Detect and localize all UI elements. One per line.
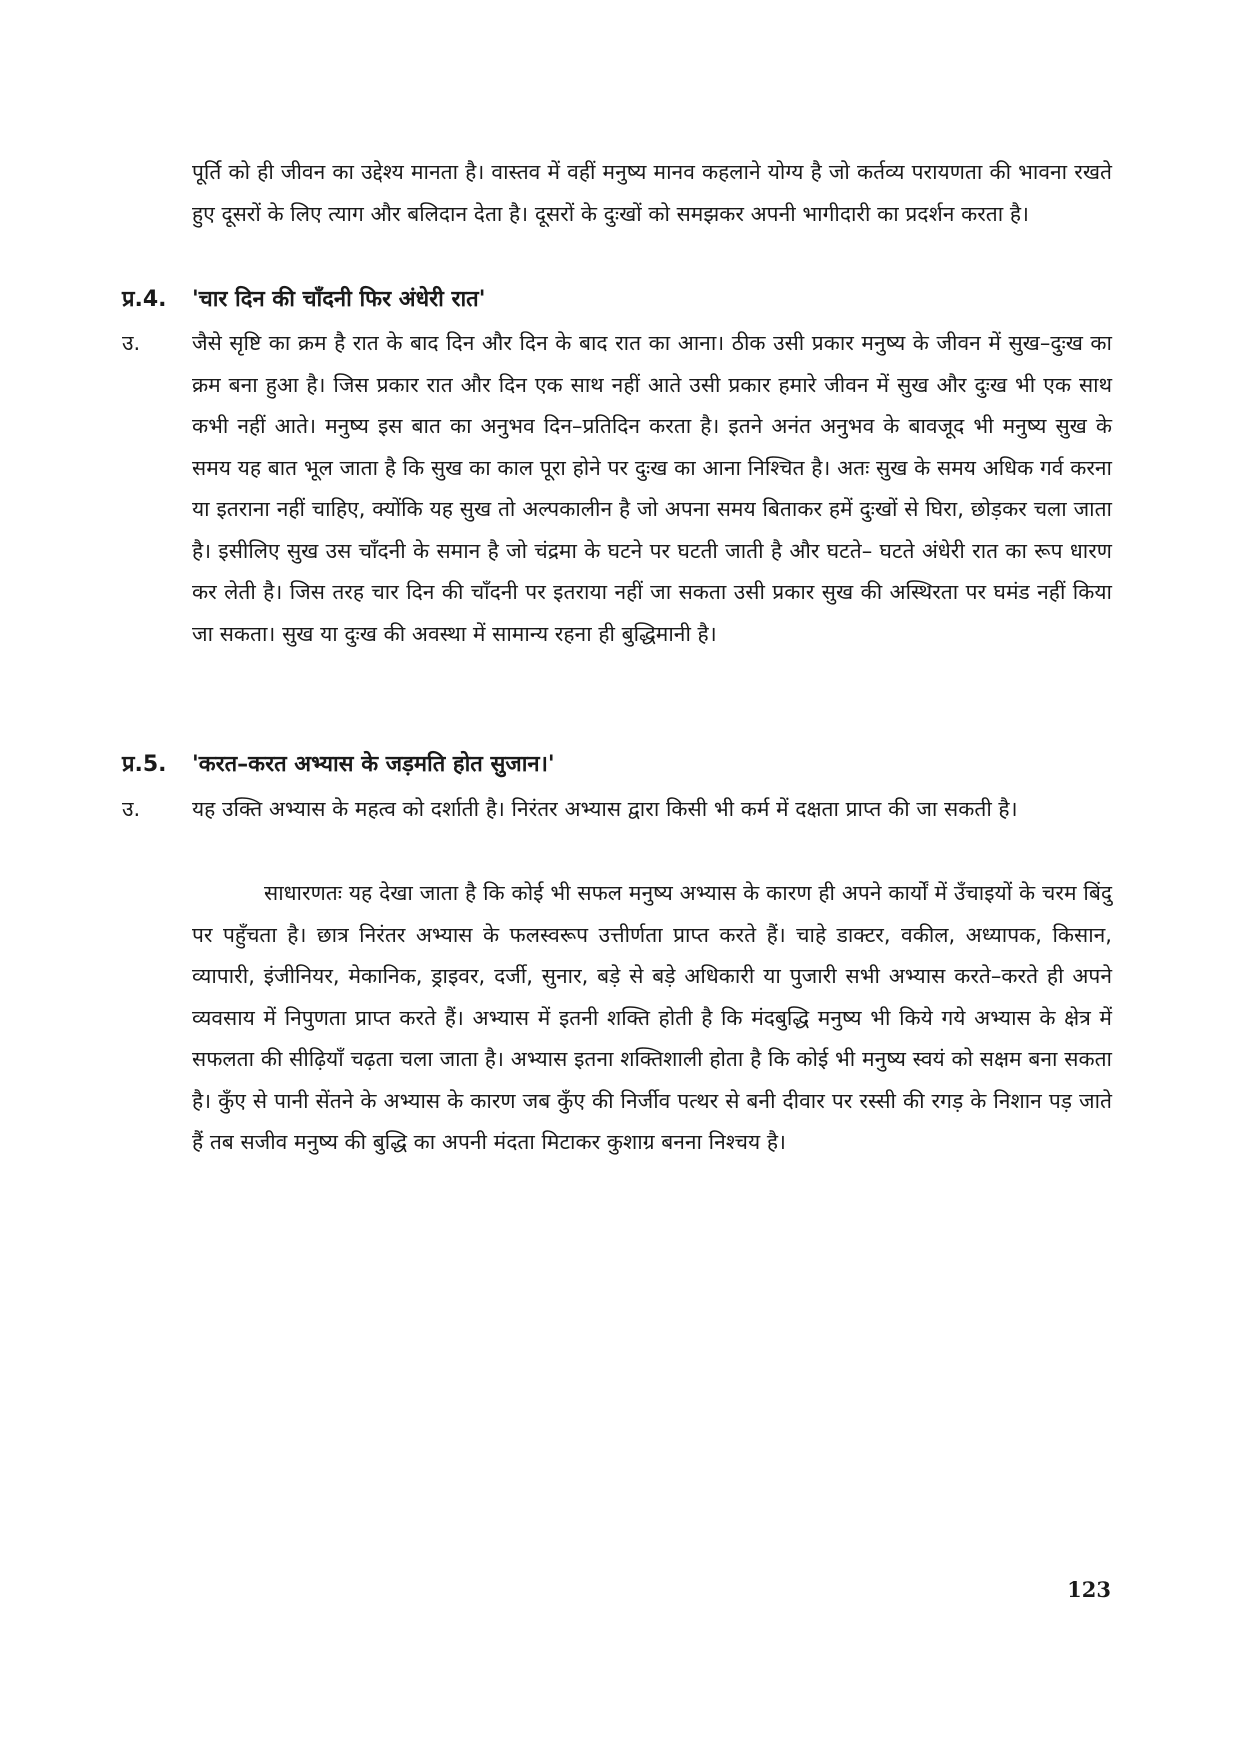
- question-title: 'करत–करत अभ्यास के जड़मति होत सुजान।': [192, 752, 555, 777]
- answer-paragraph: जैसे सृष्टि का क्रम है रात के बाद दिन और दिन के बाद रात का आना। ठीक उसी प्रकार मनुष्य के जीवन में सुख–दुःख का क्रम बना हुआ है। जिस प्रकार रात और दिन एक साथ नहीं आते उसी प्रकार हमारे जीवन में सुख और दुःख भी एक साथ कभी नहीं आते। मनुष्य इस बात का अनुभव दिन–प्रतिदिन करता है। इतने अनंत अनुभव के बावजूद भी मनुष्य सुख के समय यह बात भूल जाता है कि सुख का काल पूरा होने पर दुःख का आना निश्चित है। अतः सुख के समय अधिक गर्व करना या इतराना नहीं चाहिए, क्योंकि यह सुख तो अल्पकालीन है जो अपना समय बिताकर हमें दुःखों से घिरा, छोड़कर चला जाता है। इसीलिए सुख उस चाँदनी के समान है जो चंद्रमा के घटने पर घटती जाती है और घटते– घटते अंधेरी रात का रूप धारण कर लेती है। जिस तरह चार दिन की चाँदनी पर इतराया नहीं जा सकता उसी प्रकार सुख की अस्थिरता पर घमंड नहीं किया जा सकता। सुख या दुःख की अवस्था में सामान्य रहना ही बुद्धिमानी है।: [192, 331, 1112, 646]
- question-number: प्र.4.: [122, 287, 167, 312]
- answer-label: उ.: [122, 331, 141, 355]
- question-heading-4: [122, 280, 1112, 320]
- question-number: प्र.5.: [122, 752, 167, 777]
- question-title: 'चार दिन की चाँदनी फिर अंधेरी रात': [192, 287, 486, 312]
- page-number: 123: [1067, 1577, 1111, 1602]
- answer-paragraph: साधारणतः यह देखा जाता है कि कोई भी सफल मनुष्य अभ्यास के कारण ही अपने कार्यों में उँचाइयों के चरम बिंदु पर पहुँचता है। छात्र निरंतर अभ्यास के फलस्वरूप उत्तीर्णता प्राप्त करते हैं। चाहे डाक्टर, वकील, अध्यापक, किसान, व्यापारी, इंजीनियर, मेकानिक, ड्राइवर, दर्जी, सुनार, बड़े से बड़े अधिकारी या पुजारी सभी अभ्यास करते–करते ही अपने व्यवसाय में निपुणता प्राप्त करते हैं। अभ्यास में इतनी शक्ति होती है कि मंदबुद्धि मनुष्य भी किये गये अभ्यास के क्षेत्र में सफलता की सीढ़ियाँ चढ़ता चला जाता है। अभ्यास इतना शक्तिशाली होता है कि कोई भी मनुष्य स्वयं को सक्षम बना सकता है। कुँए से पानी सेंतने के अभ्यास के कारण जब कुँए की निर्जीव पत्थर से बनी दीवार पर रस्सी की रगड़ के निशान पड़ जाते हैं तब सजीव मनुष्य की बुद्धि का अपनी मंदता मिटाकर कुशाग्र बनना निश्चय है।: [192, 881, 1112, 1154]
- question-heading-5: [122, 745, 1112, 785]
- answer-paragraph: यह उक्ति अभ्यास के महत्व को दर्शाती है। निरंतर अभ्यास द्वारा किसी भी कर्म में दक्षता प्राप्त की जा सकती है।: [192, 797, 1018, 821]
- answer-label: उ.: [122, 797, 141, 821]
- continuation-paragraph: पूर्ति को ही जीवन का उद्देश्य मानता है। वास्तव में वहीं मनुष्य मानव कहलाने योग्य है जो कर्तव्य परायणता की भावना रखते हुए दूसरों के लिए त्याग और बलिदान देता है। दूसरों के दुःखों को समझकर अपनी भागीदारी का प्रदर्शन करता है।: [192, 160, 1112, 226]
